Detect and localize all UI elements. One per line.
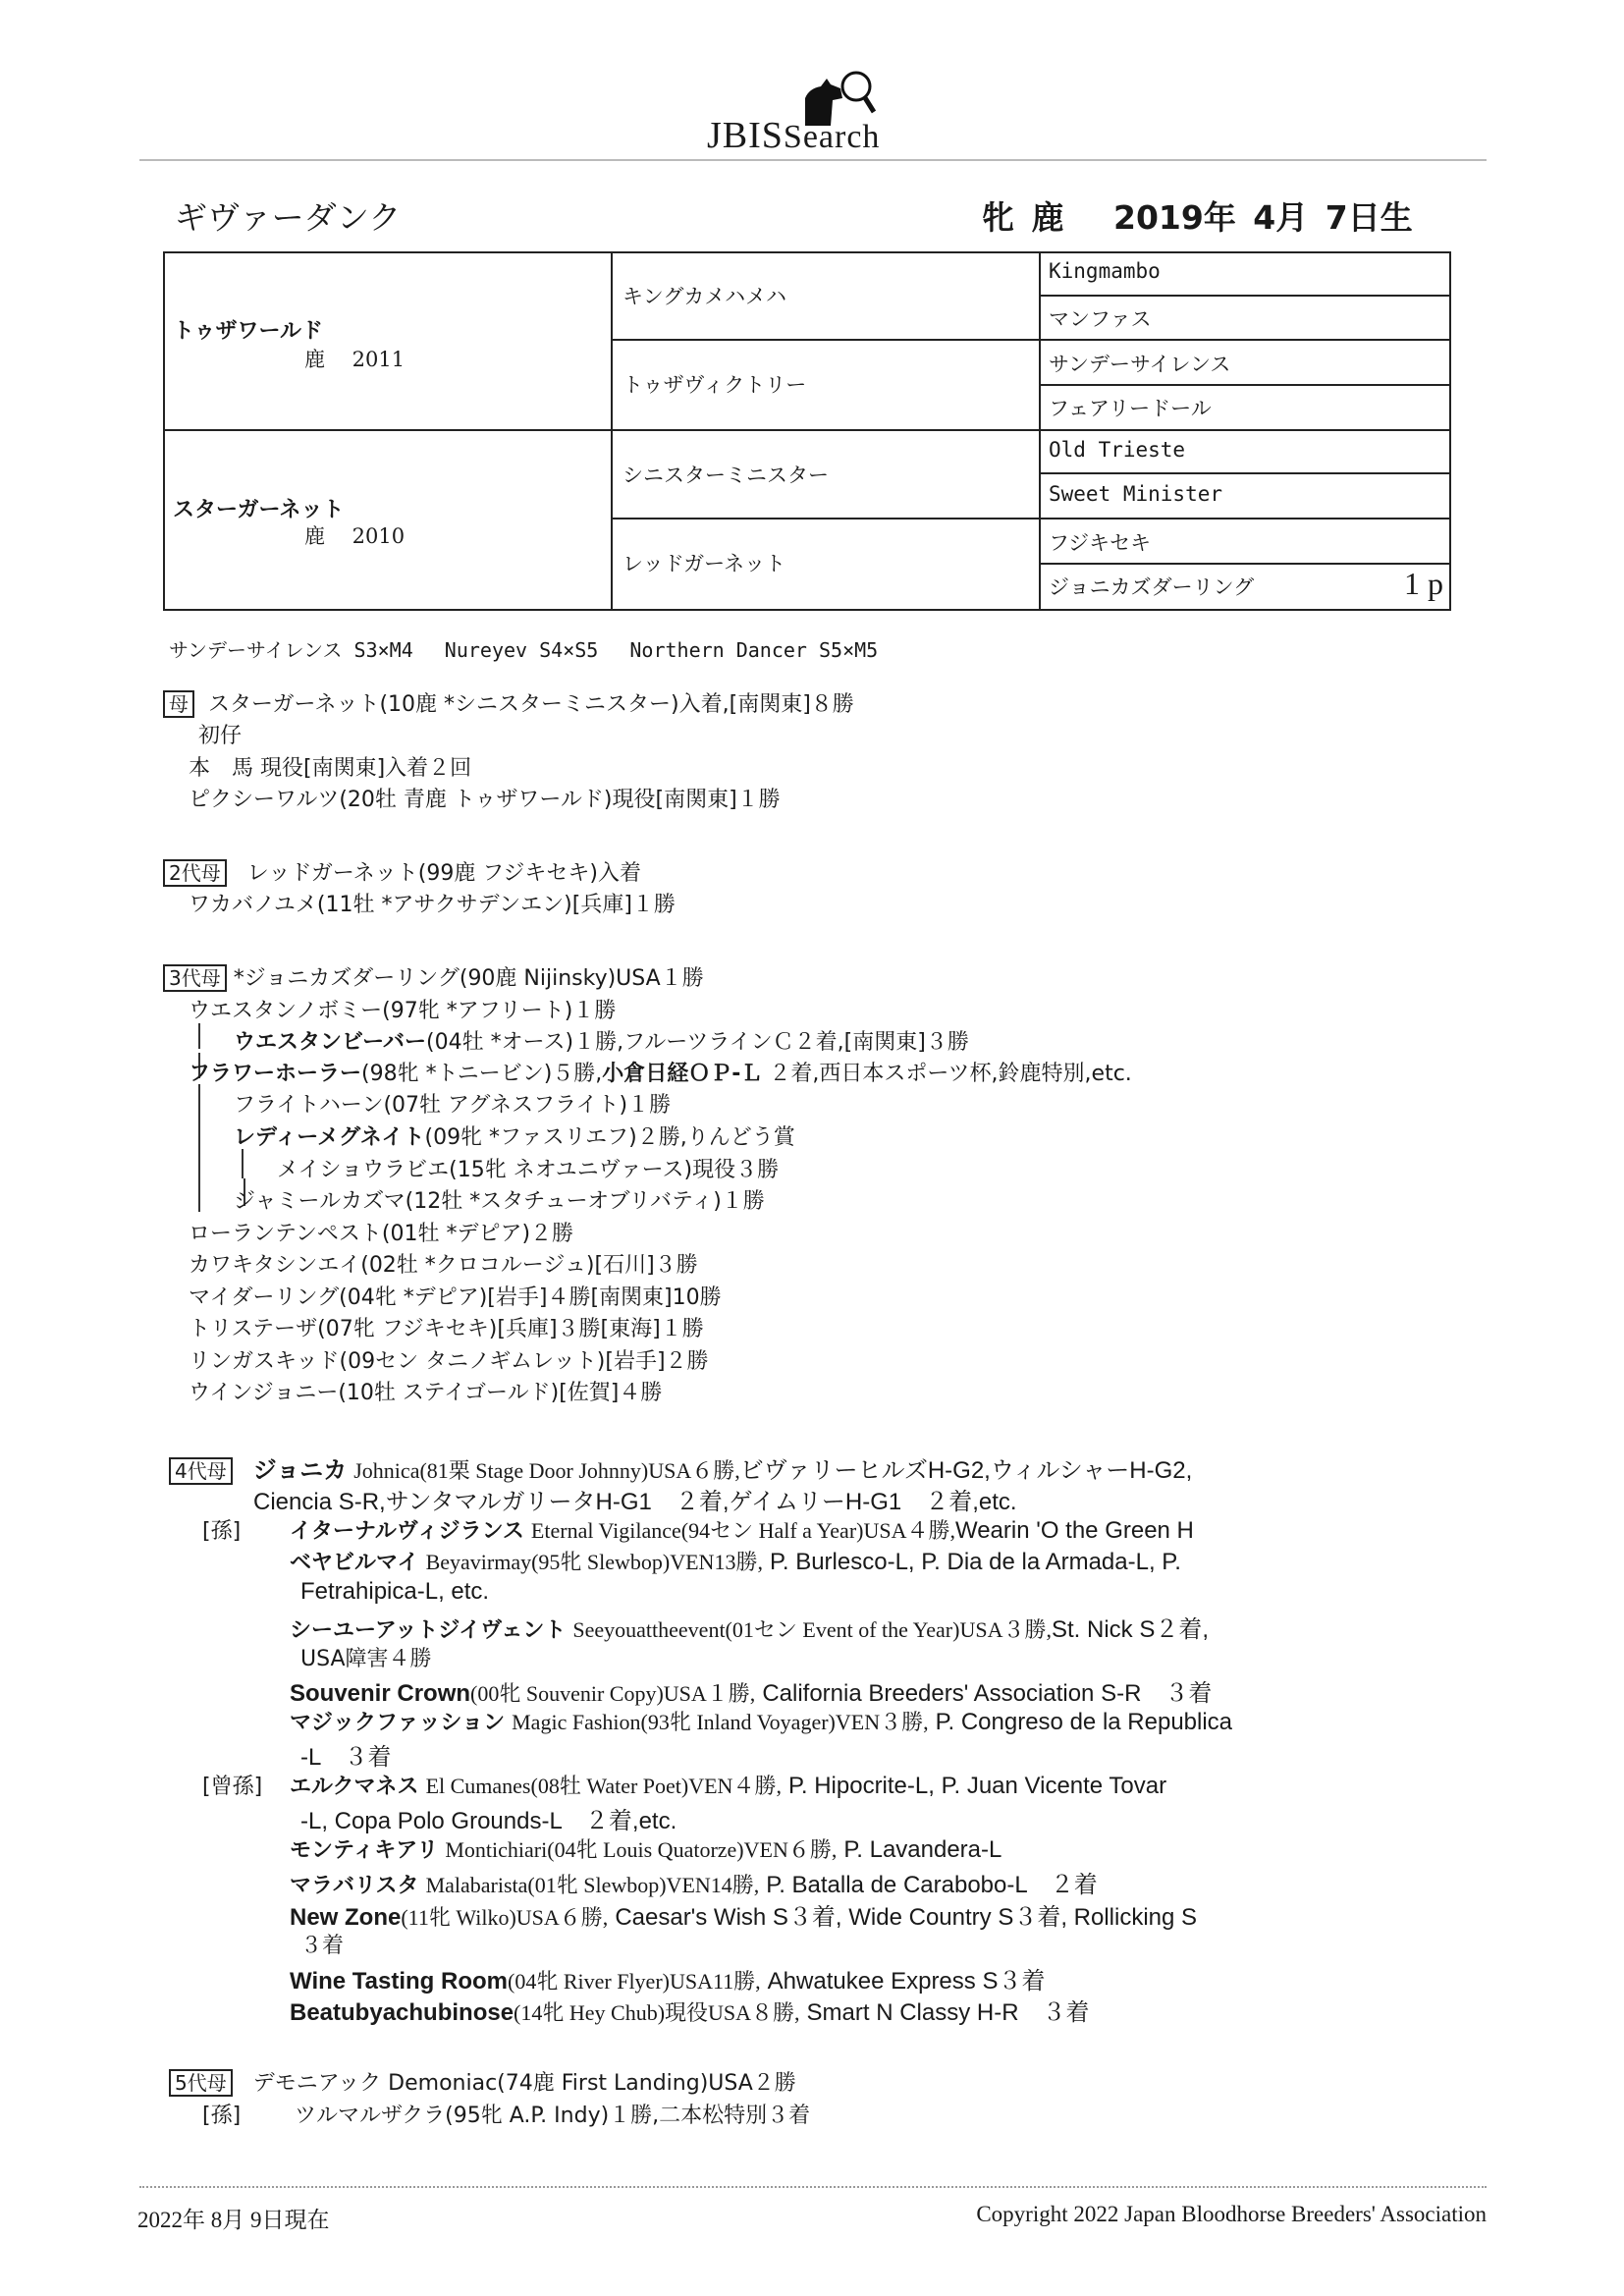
dam1-tag: 母 — [163, 690, 194, 718]
horse-sex-color-birth: 牝 鹿 2019年 4月 7日生 — [982, 198, 1413, 237]
logo-jbis: JBIS — [707, 115, 784, 156]
tree-bar — [242, 1149, 244, 1178]
dam-name: スターガーネット — [173, 498, 345, 522]
ped-gen3-1: Kingmambo — [1049, 259, 1161, 283]
dam3-item-12: リンガスキッド(09セン タニノギムレット)[岩手]２勝 — [189, 1349, 709, 1374]
dam5-item: ツルマルザクラ(95牝 A.P. Indy)１勝,二本松特別３着 — [295, 2104, 811, 2128]
dam4-line1: 4代母 ジョニカ Johnica(81栗 Stage Door Johnny)USA６勝,ビヴァリーヒルズH-G2,ウィルシャーH-G2, — [169, 1450, 1192, 1485]
dam3-text: *ジョニカズダーリング(90鹿 Nijinsky)USA１勝 — [233, 966, 704, 991]
dam4-entry-7: モンティキアリ Montichiari(04牝 Louis Quatorze)VEN６勝, P. Lavandera-L — [290, 1836, 1002, 1863]
sire-name: トゥザワールド — [173, 319, 324, 344]
dam3-item-6: メイショウラビエ(15牝 ネオユニヴァース)現役３勝 — [277, 1158, 780, 1182]
dam1-line — [163, 687, 854, 718]
dam4-entry-2-cont: Fetrahipica-L, etc. — [300, 1578, 490, 1605]
dam5-son-tag: [孫] — [202, 2104, 242, 2128]
dam3-item-13: ウインジョニー(10牡 ステイゴールド)[佐賀]４勝 — [189, 1381, 663, 1405]
dam4-entry-11: Beatubyachubinose(14牝 Hey Chub)現役USA８勝, Smart N Classy H-R ３着 — [290, 1999, 1090, 2026]
dam4-entry-9: New Zone(11牝 Wilko)USA６勝, Caesar's Wish S３着, Wide Country S３着, Rollicking S — [290, 1904, 1198, 1931]
ped-gen3-6: Sweet Minister — [1049, 482, 1223, 506]
dam3-item-10: マイダーリング(04牝 *デピア)[岩手]４勝[南関東]10勝 — [189, 1285, 722, 1310]
ped-gen2-4: レッドガーネット — [623, 552, 786, 575]
dam3-item-2: ウエスタンビーバー(04牡 *オース)１勝,フルーツラインＣ２着,[南関東]３勝 — [234, 1030, 969, 1055]
dam4-entry-6-cont: -L, Copa Polo Grounds-L ２着,etc. — [300, 1808, 677, 1834]
tree-bar — [198, 1084, 200, 1212]
inbreeding-line: サンデーサイレンス S3×M4 Nureyev S4×S5 Northern Dancer S5×M5 — [169, 638, 879, 662]
footer-date: 2022年 8月 9日現在 — [137, 2208, 330, 2232]
dam3-item-3: フラワーホーラー(98牝 *トニービン)５勝,小倉日経ＯＰ-Ｌ ２着,西日本スポーツ杯,鈴鹿特別,etc. — [189, 1062, 1132, 1086]
ped-gen3-7: フジキセキ — [1049, 531, 1152, 555]
pedigree-table — [163, 251, 1451, 611]
tree-bar — [198, 1023, 200, 1049]
header-divider — [139, 159, 1487, 161]
dam1-item-1: 初仔 — [198, 724, 243, 748]
dam3-tag: 3代母 — [163, 964, 227, 992]
dam4-entry-1: イターナルヴィジランス Eternal Vigilance(94セン Half a Year)USA４勝,Wearin 'O the Green H — [290, 1517, 1194, 1544]
dam2-text: レッドガーネット(99鹿 フジキセキ)入着 — [246, 861, 642, 886]
dam1-item-2: 本 馬 現役[南関東]入着２回 — [189, 756, 472, 781]
dam4-entry-4: Souvenir Crown(00牝 Souvenir Copy)USA１勝, California Breeders' Association S-R ３着 — [290, 1680, 1213, 1707]
dam3-line — [163, 961, 704, 992]
ped-gen3-5: Old Trieste — [1049, 438, 1186, 462]
dam3-item-5: レディーメグネイト(09牝 *ファスリエフ)２勝,りんどう賞 — [234, 1125, 795, 1150]
dam3-item-8: ローランテンペスト(01牡 *デピア)２勝 — [189, 1222, 574, 1246]
footer-divider — [139, 2186, 1487, 2188]
pp-marker: 1 p — [1404, 566, 1443, 601]
ped-gen2-3: シニスターミニスター — [623, 464, 829, 487]
ped-gen3-8: ジョニカズダーリング — [1049, 575, 1255, 599]
sire-color-year: 鹿 2011 — [304, 348, 406, 371]
dam4-entry-10: Wine Tasting Room(04牝 River Flyer)USA11勝, Ahwatukee Express S３着 — [290, 1968, 1046, 1995]
dam1-item-3: ピクシーワルツ(20牡 青鹿 トゥザワールド)現役[南関東]１勝 — [189, 788, 781, 812]
ped-gen3-4: フェアリードール — [1049, 397, 1212, 420]
dam4-entry-8: マラバリスタ Malabarista(01牝 Slewbop)VEN14勝, P. Batalla de Carabobo-L ２着 — [290, 1872, 1098, 1898]
dam4-entry-5-cont: -L ３着 — [300, 1744, 392, 1771]
footer-copyright: Copyright 2022 Japan Bloodhorse Breeders' Association — [976, 2202, 1487, 2226]
dam3-item-4: フライトハーン(07牡 アグネスフライト)１勝 — [234, 1093, 672, 1118]
dam1-text: スターガーネット(10鹿 *シニスターミニスター)入着,[南関東]８勝 — [208, 692, 854, 717]
dam3-item-7: ジャミールカズマ(12牡 *スタチューオブリバティ)１勝 — [234, 1189, 765, 1214]
dam5-text: デモニアック Demoniac(74鹿 First Landing)USA２勝 — [252, 2071, 796, 2096]
dam3-item-11: トリステーザ(07牝 フジキセキ)[兵庫]３勝[東海]１勝 — [189, 1317, 704, 1341]
ped-gen3-2: マンファス — [1049, 307, 1152, 331]
dam2-tag: 2代母 — [163, 859, 227, 887]
dam4-son-tag: [孫] — [202, 1519, 242, 1544]
dam4-entry-6: エルクマネス El Cumanes(08牡 Water Poet)VEN４勝, P. Hipocrite-L, P. Juan Vicente Tovar — [290, 1773, 1167, 1799]
ped-gen2-1: キングカメハメハ — [623, 285, 786, 308]
dam4-entry-2: ベヤビルマイ Beyavirmay(95牝 Slewbop)VEN13勝, P. Burlesco-L, P. Dia de la Armada-L, P. — [290, 1549, 1181, 1575]
dam4-line2: Ciencia S-R,サンタマルガリータH-G1 ２着,ゲイムリーH-G1 ２着,etc. — [253, 1489, 1017, 1515]
dam4-tag: 4代母 — [169, 1457, 233, 1485]
logo-search: Search — [783, 119, 881, 155]
jbis-search-logo — [707, 69, 943, 157]
dam4-entry-5: マジックファッション Magic Fashion(93牝 Inland Voyager)VEN３勝, P. Congreso de la Republica — [290, 1709, 1233, 1735]
dam-color-year: 鹿 2010 — [304, 524, 406, 548]
dam4-entry-9-cont: ３着 — [300, 1934, 345, 1958]
dam2-line — [163, 856, 641, 887]
dam4-gson-tag: [曾孫] — [202, 1775, 263, 1799]
horse-name: ギヴァーダンク — [175, 198, 402, 237]
dam5-tag: 5代母 — [169, 2069, 233, 2097]
dam4-entry-3-cont: USA障害４勝 — [300, 1647, 432, 1671]
dam5-line — [169, 2066, 796, 2097]
dam2-item-1: ワカバノユメ(11牡 *アサクサデンエン)[兵庫]１勝 — [189, 893, 676, 917]
dam4-entry-3: シーユーアットジイヴェント Seeyouattheevent(01セン Event of the Year)USA３勝,St. Nick S２着, — [290, 1616, 1209, 1643]
ped-gen3-3: サンデーサイレンス — [1049, 353, 1231, 376]
dam3-item-9: カワキタシンエイ(02牡 *クロコルージュ)[石川]３勝 — [189, 1253, 698, 1278]
ped-gen2-2: トゥザヴィクトリー — [623, 373, 807, 397]
dam3-item-1: ウエスタンノボミー(97牝 *アフリート)１勝 — [189, 999, 617, 1023]
